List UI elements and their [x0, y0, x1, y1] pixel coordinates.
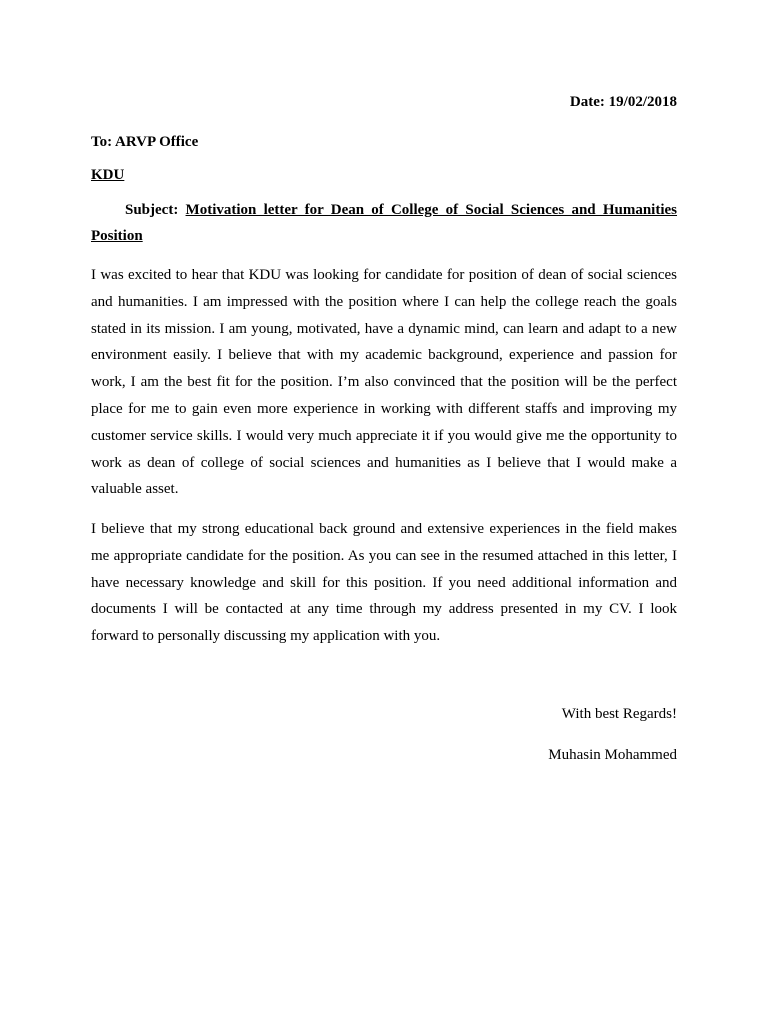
body-paragraph-2: I believe that my strong educational back ground and extensive experiences in the field makes me appropriate candidate for the position. As you can see in the resumed attached in this letter, I have necessary knowledge and skill for this position. If you need additional information and documents I will be contacted at any time through my address presented in my CV. I look forward to personally discussing my application with you. — [91, 521, 677, 645]
recipient-line: To: ARVP Office — [91, 134, 199, 150]
subject-text: Motivation letter for Dean of College of Social Sciences and Humanities Position — [91, 202, 678, 244]
closing-salutation: With best Regards! — [561, 706, 677, 722]
letter-date: Date: 19/02/2018 — [569, 94, 677, 110]
subject-label: Subject: — [125, 202, 179, 218]
signature-name: Muhasin Mohammed — [548, 747, 677, 763]
recipient-organization: KDU — [91, 167, 125, 183]
subject-line — [91, 197, 677, 249]
body-paragraph-1: I was excited to hear that KDU was looking for candidate for position of dean of social sciences and humanities. I am impressed with the position where I can help the college reach the goals stated in its mission. I am young, motivated, have a dynamic mind, can learn and adapt to a new environment easily. I believe that with my academic background, experience and passion for work, I am the best fit for the position. I’m also convinced that the position will be the perfect place for me to gain even more experience in working with different staffs and improving my customer service skills. I would very much appreciate it if you would give me the opportunity to work as dean of college of social sciences and humanities as I believe that I would make a valuable asset. — [91, 267, 677, 498]
